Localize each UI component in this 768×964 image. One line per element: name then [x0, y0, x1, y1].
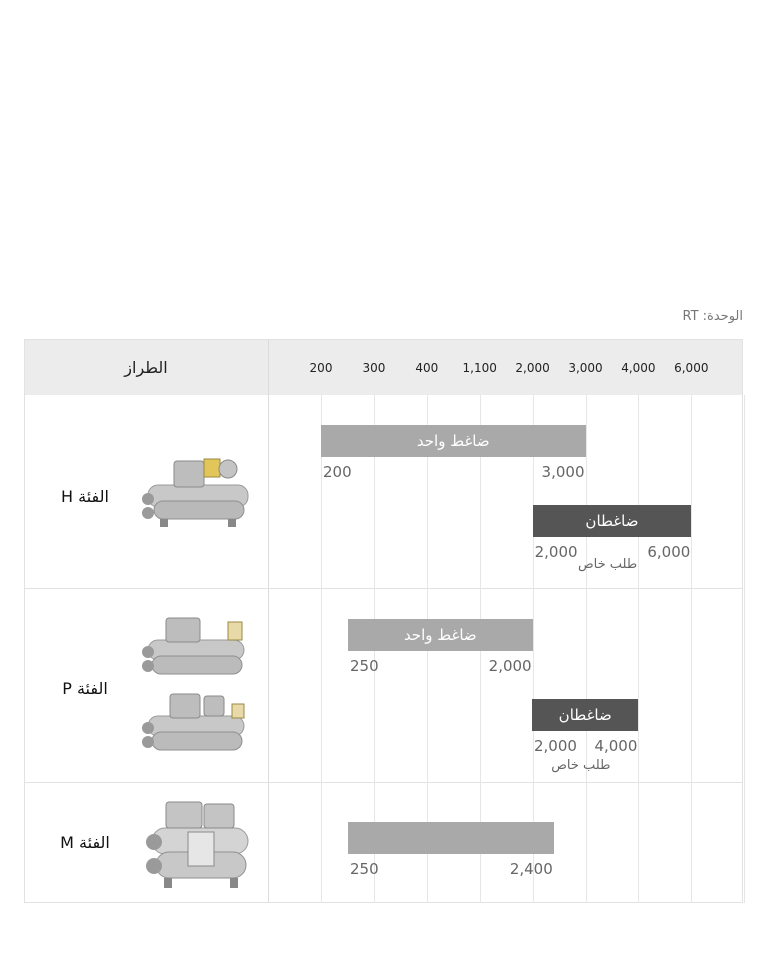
range-bar: ضاغطان: [533, 505, 692, 537]
grid-line: [691, 395, 692, 903]
x-tick-label: 2,000: [515, 361, 550, 375]
range-bar: ضاغط واحد: [348, 619, 533, 651]
range-min-label: 2,000: [534, 543, 578, 561]
range-min-label: 2,000: [534, 737, 577, 755]
special-order-note: طلب خاص: [577, 557, 638, 572]
row-divider-2: [24, 782, 743, 783]
x-tick-label: 200: [309, 361, 333, 375]
row-label-m: الفئة M: [60, 833, 110, 852]
range-min-label: 250: [350, 657, 379, 675]
row-label-p: الفئة P: [62, 679, 108, 698]
range-max-label: 6,000: [647, 543, 691, 561]
row-label-h: الفئة H: [61, 487, 109, 506]
row-divider-1: [24, 588, 743, 589]
chiller-m-image: [142, 798, 254, 890]
grid-line: [638, 395, 639, 903]
range-bar: ضاغط واحد: [321, 425, 586, 457]
model-column-divider: [268, 339, 269, 903]
x-tick-label: 400: [415, 361, 439, 375]
chiller-p-image: [136, 612, 254, 758]
x-tick-label: 1,100: [462, 361, 497, 375]
range-max-label: 2,000: [488, 657, 532, 675]
range-bar: ضاغطان: [532, 699, 638, 731]
chiller-h-image: [138, 455, 254, 529]
grid-line: [321, 395, 322, 903]
range-max-label: 4,000: [594, 737, 638, 755]
x-tick-label: 300: [362, 361, 386, 375]
range-min-label: 200: [323, 463, 352, 481]
unit-label: الوحدة: RT: [682, 309, 743, 324]
range-bar: [348, 822, 554, 854]
grid-line: [586, 395, 587, 903]
x-tick-label: 4,000: [621, 361, 656, 375]
x-tick-label: 3,000: [568, 361, 603, 375]
grid-line: [744, 395, 745, 903]
model-column-header: الطراز: [124, 357, 168, 377]
range-min-label: 250: [350, 860, 379, 878]
x-tick-label: 6,000: [674, 361, 709, 375]
range-max-label: 3,000: [541, 463, 585, 481]
range-max-label: 2,400: [509, 860, 553, 878]
special-order-note: طلب خاص: [551, 758, 611, 773]
